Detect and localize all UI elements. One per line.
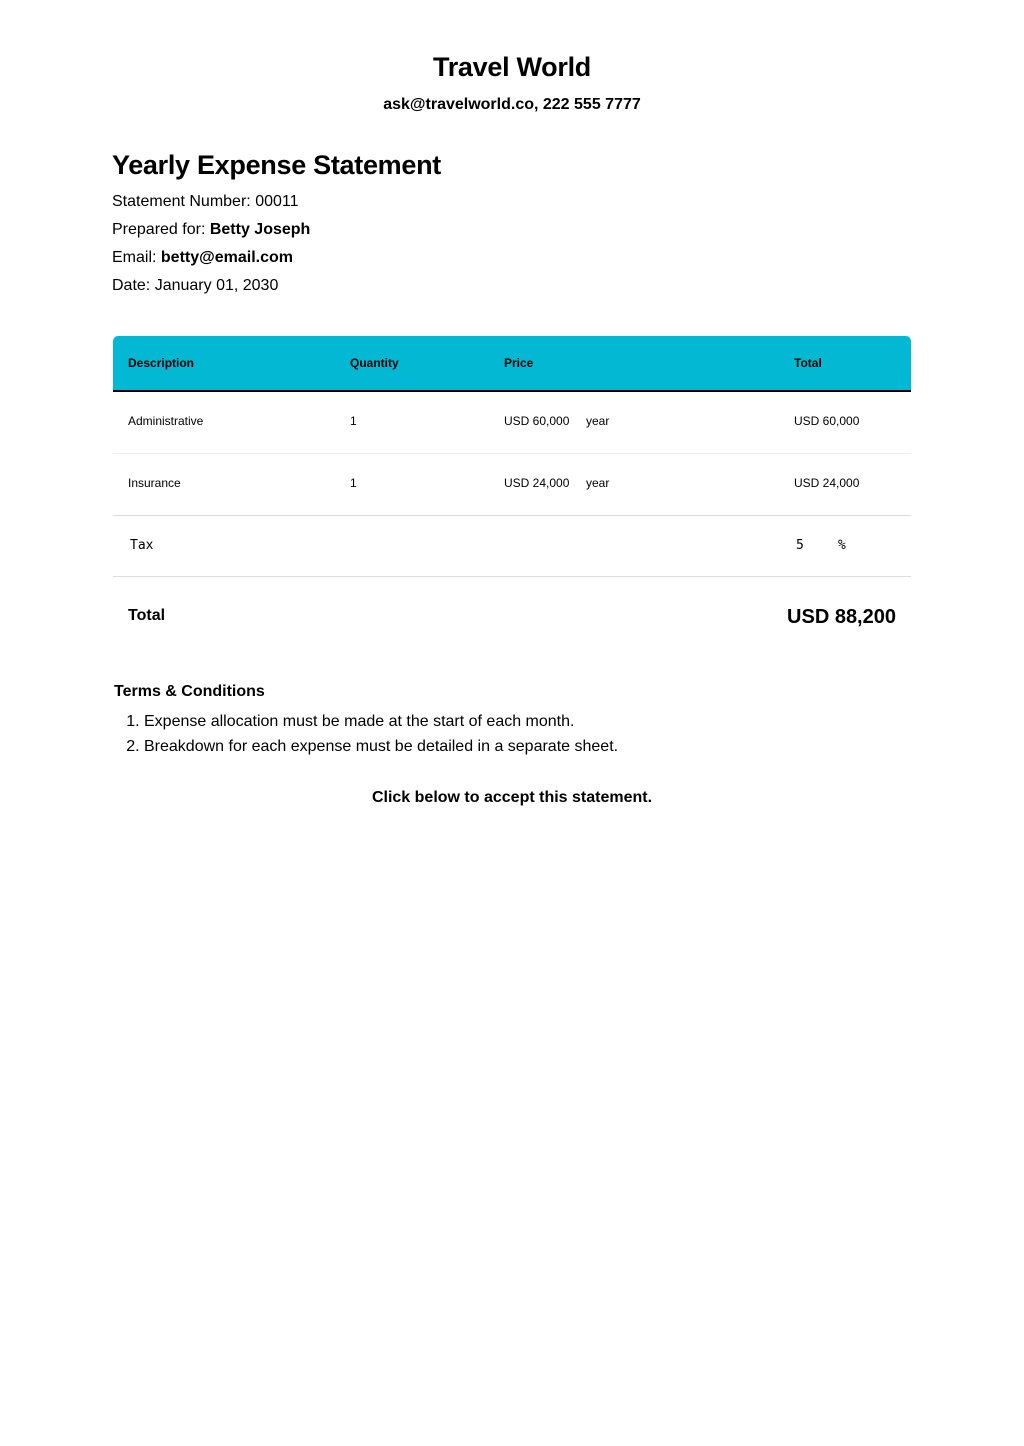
tax-value[interactable]: 5 — [796, 538, 804, 553]
statement-number-label: Statement Number: — [112, 193, 251, 210]
accept-note: Click below to accept this statement. — [371, 789, 653, 806]
table-header — [113, 336, 911, 392]
grand-total-value: USD 88,200 — [787, 606, 896, 628]
table-row — [113, 392, 911, 454]
email-value: betty@email.com — [160, 249, 293, 266]
email-label: Email: — [112, 249, 157, 266]
expense-table — [113, 336, 911, 657]
row-quantity: 1 — [350, 414, 357, 428]
grand-total-label: Total — [128, 607, 166, 624]
table-row — [113, 454, 911, 516]
terms-title: Terms & Conditions — [114, 683, 265, 700]
grand-total-row — [113, 577, 911, 657]
row-total: USD 24,000 — [794, 476, 860, 490]
header-total: Total — [794, 356, 822, 370]
row-unit: year — [586, 476, 610, 490]
tax-label: Tax — [130, 538, 154, 553]
page-title: Yearly Expense Statement — [112, 150, 441, 180]
date-label: Date: — [112, 277, 151, 294]
row-quantity: 1 — [350, 476, 357, 490]
header-price: Price — [504, 356, 534, 370]
company-name: Travel World — [433, 52, 591, 82]
tax-row — [113, 516, 911, 577]
row-total: USD 60,000 — [794, 414, 860, 428]
header-quantity: Quantity — [350, 356, 399, 370]
terms-item: 1. Expense allocation must be made at the start of each month. — [144, 709, 618, 734]
tax-unit: % — [838, 538, 846, 553]
terms-item: 2. Breakdown for each expense must be detailed in a separate sheet. — [144, 734, 618, 759]
row-description: Administrative — [128, 414, 204, 428]
company-contact: ask@travelworld.co, 222 555 7777 — [383, 96, 641, 113]
statement-number-line — [112, 193, 299, 211]
date-line — [112, 277, 278, 295]
prepared-for-label: Prepared for: — [112, 221, 206, 238]
date-value: January 01, 2030 — [154, 277, 279, 294]
row-price: USD 60,000 — [504, 414, 570, 428]
prepared-for-value: Betty Joseph — [209, 221, 311, 238]
row-description: Insurance — [128, 476, 181, 490]
terms-list — [114, 709, 618, 759]
row-price: USD 24,000 — [504, 476, 570, 490]
email-line — [112, 249, 293, 267]
statement-number-value: 00011 — [255, 193, 299, 210]
header-description: Description — [128, 356, 195, 370]
row-unit: year — [586, 414, 610, 428]
prepared-for-line — [112, 221, 310, 239]
